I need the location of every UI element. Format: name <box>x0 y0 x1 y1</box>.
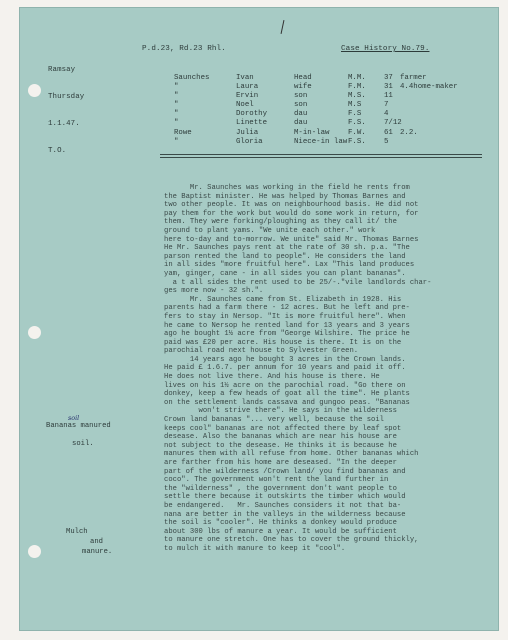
body-line: fers to stay in Nersop. "It is more fruitful here". When <box>164 312 406 321</box>
body-line: parson rented the land to people". He considers the land <box>164 252 406 261</box>
surname: " <box>174 101 179 109</box>
age: 5 <box>384 138 389 146</box>
surname: Rowe <box>174 129 192 137</box>
margin-note-manure: manure. <box>82 548 113 556</box>
body-line: nana are better in the valleys in the wilderness because <box>164 510 406 519</box>
body-line: He does not live there. And his house is there. He <box>164 373 380 382</box>
body-line: He paid £ 1.6.7. per annum for 10 years and paid it off. <box>164 364 406 373</box>
header-initials: T.O. <box>48 147 67 155</box>
body-line: them. They were forking/ploughing as they call it/ the <box>164 218 397 227</box>
household-row <box>174 110 489 119</box>
age: 31 <box>384 83 393 91</box>
body-line: a t all sides the rent used to be 25/-."vile landlords char- <box>164 278 432 287</box>
body-line: ges more now - 32 sh.". <box>164 287 264 296</box>
household-row <box>174 83 489 92</box>
sex-status: F.W. <box>348 129 366 137</box>
body-line: the Baptist minister. He was helped by Thomas Barnes and <box>164 192 406 201</box>
body-line: won't strive there". He says in the wilderness <box>164 407 397 416</box>
body-line: be endangered. Mr. Saunches considers it not that ba- <box>164 501 402 510</box>
sex-status: M.S. <box>348 92 366 100</box>
body-line: to manure one stretch. One has to cover the ground thickly, <box>164 536 419 545</box>
punch-hole <box>28 84 41 97</box>
body-line: part of the wilderness /Crown land/ you find bananas and <box>164 467 406 476</box>
first-name: Ervin <box>236 92 259 100</box>
surname: " <box>174 138 179 146</box>
body-line: Mr. Saunches came from St. Elizabeth in 1928. His <box>164 295 402 304</box>
age: 7/12 <box>384 119 402 127</box>
pen-tick-mark <box>281 20 285 34</box>
body-line: parents had a farm there - 12 acres. But he left and pre- <box>164 304 410 313</box>
body-line: the "wilderness" , the government don't want people to <box>164 484 397 493</box>
first-name: Noel <box>236 101 254 109</box>
punch-hole <box>28 326 41 339</box>
margin-note-and: and <box>90 538 103 546</box>
body-line: parochial road next house to Sylvester Green. <box>164 347 359 356</box>
header-day: Thursday <box>48 93 85 101</box>
margin-note-soil: soil. <box>72 440 94 448</box>
margin-note-bananas: Bananas manured <box>46 422 111 430</box>
body-line: pay them for the work but would do some work in return, for <box>164 209 419 218</box>
body-line: ground to plant yams. "We unite each other." work <box>164 226 376 235</box>
sex-status: F.M. <box>348 83 366 91</box>
occupation: 4.4home-maker <box>400 83 458 91</box>
document-page <box>20 8 498 630</box>
body-line: not subject to the desease. He thinks it is because he <box>164 441 397 450</box>
relation: son <box>294 92 308 100</box>
household-row <box>174 92 489 101</box>
age: 4 <box>384 110 389 118</box>
first-name: Gloria <box>236 138 263 146</box>
header-place: Ramsay <box>48 66 76 74</box>
body-line: ago he bought 1½ acre from "George Wilshire. The price he <box>164 330 410 339</box>
body-line: settle there because it outskirts the timber which would <box>164 493 406 502</box>
header-reference: P.d.23, Rd.23 Rhl. <box>142 45 226 53</box>
occupation: farmer <box>400 74 427 82</box>
body-line: desease. Also the bananas which are near his house are <box>164 433 397 442</box>
household-row <box>174 74 489 83</box>
body-line: two other people. It was on neighbourhood basis. He did not <box>164 201 419 210</box>
age: 37 <box>384 74 393 82</box>
sex-status: M.M. <box>348 74 366 82</box>
body-line: 14 years ago he bought 3 acres in the Crown lands. <box>164 355 406 364</box>
body-line: in all sides "more fruitful here". Lax "This land produces <box>164 261 415 270</box>
sex-status: F.S. <box>348 119 366 127</box>
age: 11 <box>384 92 393 100</box>
sex-status: F.S. <box>348 138 366 146</box>
surname: " <box>174 119 179 127</box>
body-line: Mr. Saunches was working in the field he rents from <box>164 184 410 192</box>
household-row <box>174 129 489 138</box>
body-line: the soil is "cooler". He thinks a donkey would produce <box>164 519 397 528</box>
body-line: lives on his 1½ acre on the parochial road. "Go there on <box>164 381 406 390</box>
handwritten-insertion: soil <box>68 414 80 422</box>
household-row <box>174 119 489 128</box>
body-line: He Mr. Saunches pays rent at the rate of 30 sh. p.a. "The <box>164 244 410 253</box>
case-history-body <box>164 184 484 554</box>
body-line: coco". The government won't rent the land further in <box>164 476 389 485</box>
case-history-number: Case History No.79. <box>341 45 430 53</box>
margin-note-mulch: Mulch <box>66 528 88 536</box>
age: 7 <box>384 101 389 109</box>
surname: " <box>174 110 179 118</box>
household-row <box>174 101 489 110</box>
first-name: Laura <box>236 83 259 91</box>
separator-line <box>160 157 482 158</box>
body-line: on the settlement lands cassava and gungoo peas. "Bananas <box>164 398 410 407</box>
sex-status: F.S <box>348 110 362 118</box>
first-name: Ivan <box>236 74 254 82</box>
household-row <box>174 138 489 147</box>
surname: " <box>174 92 179 100</box>
header-left-block <box>48 48 84 174</box>
surname: Saunches <box>174 74 210 82</box>
body-line: he came to Nersop he rented land for 13 years and 3 years <box>164 321 410 330</box>
body-line: manures them with all refuse from home. Other bananas which <box>164 450 419 459</box>
relation: Head <box>294 74 312 82</box>
age: 61 <box>384 129 393 137</box>
body-line: to mulch it with manure to keep it "cool". <box>164 544 346 553</box>
relation: son <box>294 101 308 109</box>
separator-line <box>160 154 482 155</box>
body-line: paid was £20 per acre. His house is there. It is on the <box>164 338 402 347</box>
body-line: yam, ginger, cane - in all sides you can plant bananas". <box>164 269 406 278</box>
body-line: Crown land bananas "... very well, because the soil <box>164 416 384 425</box>
relation: Niece-in law <box>294 138 348 146</box>
punch-hole <box>28 545 41 558</box>
surname: " <box>174 83 179 91</box>
header-date: 1.1.47. <box>48 120 80 128</box>
body-line: keeps cool" bananas are not affected there by leaf spot <box>164 424 402 433</box>
relation: dau <box>294 110 308 118</box>
body-line: here to-day and to-morrow. We unite" said Mr. Thomas Barnes <box>164 235 419 244</box>
body-line: about 300 lbs of manure a year. It would be sufficient <box>164 527 397 536</box>
occupation: 2.2. <box>400 129 418 137</box>
first-name: Linette <box>236 119 268 127</box>
body-line: are farther from his home are deseased. "In the deeper <box>164 459 397 467</box>
relation: wife <box>294 83 312 91</box>
first-name: Dorothy <box>236 110 268 118</box>
relation: M-in-law <box>294 129 330 137</box>
relation: dau <box>294 119 308 127</box>
body-line: donkey, keep a few heads of goat all the time". He plants <box>164 390 410 399</box>
sex-status: M.S <box>348 101 362 109</box>
first-name: Julia <box>236 129 259 137</box>
